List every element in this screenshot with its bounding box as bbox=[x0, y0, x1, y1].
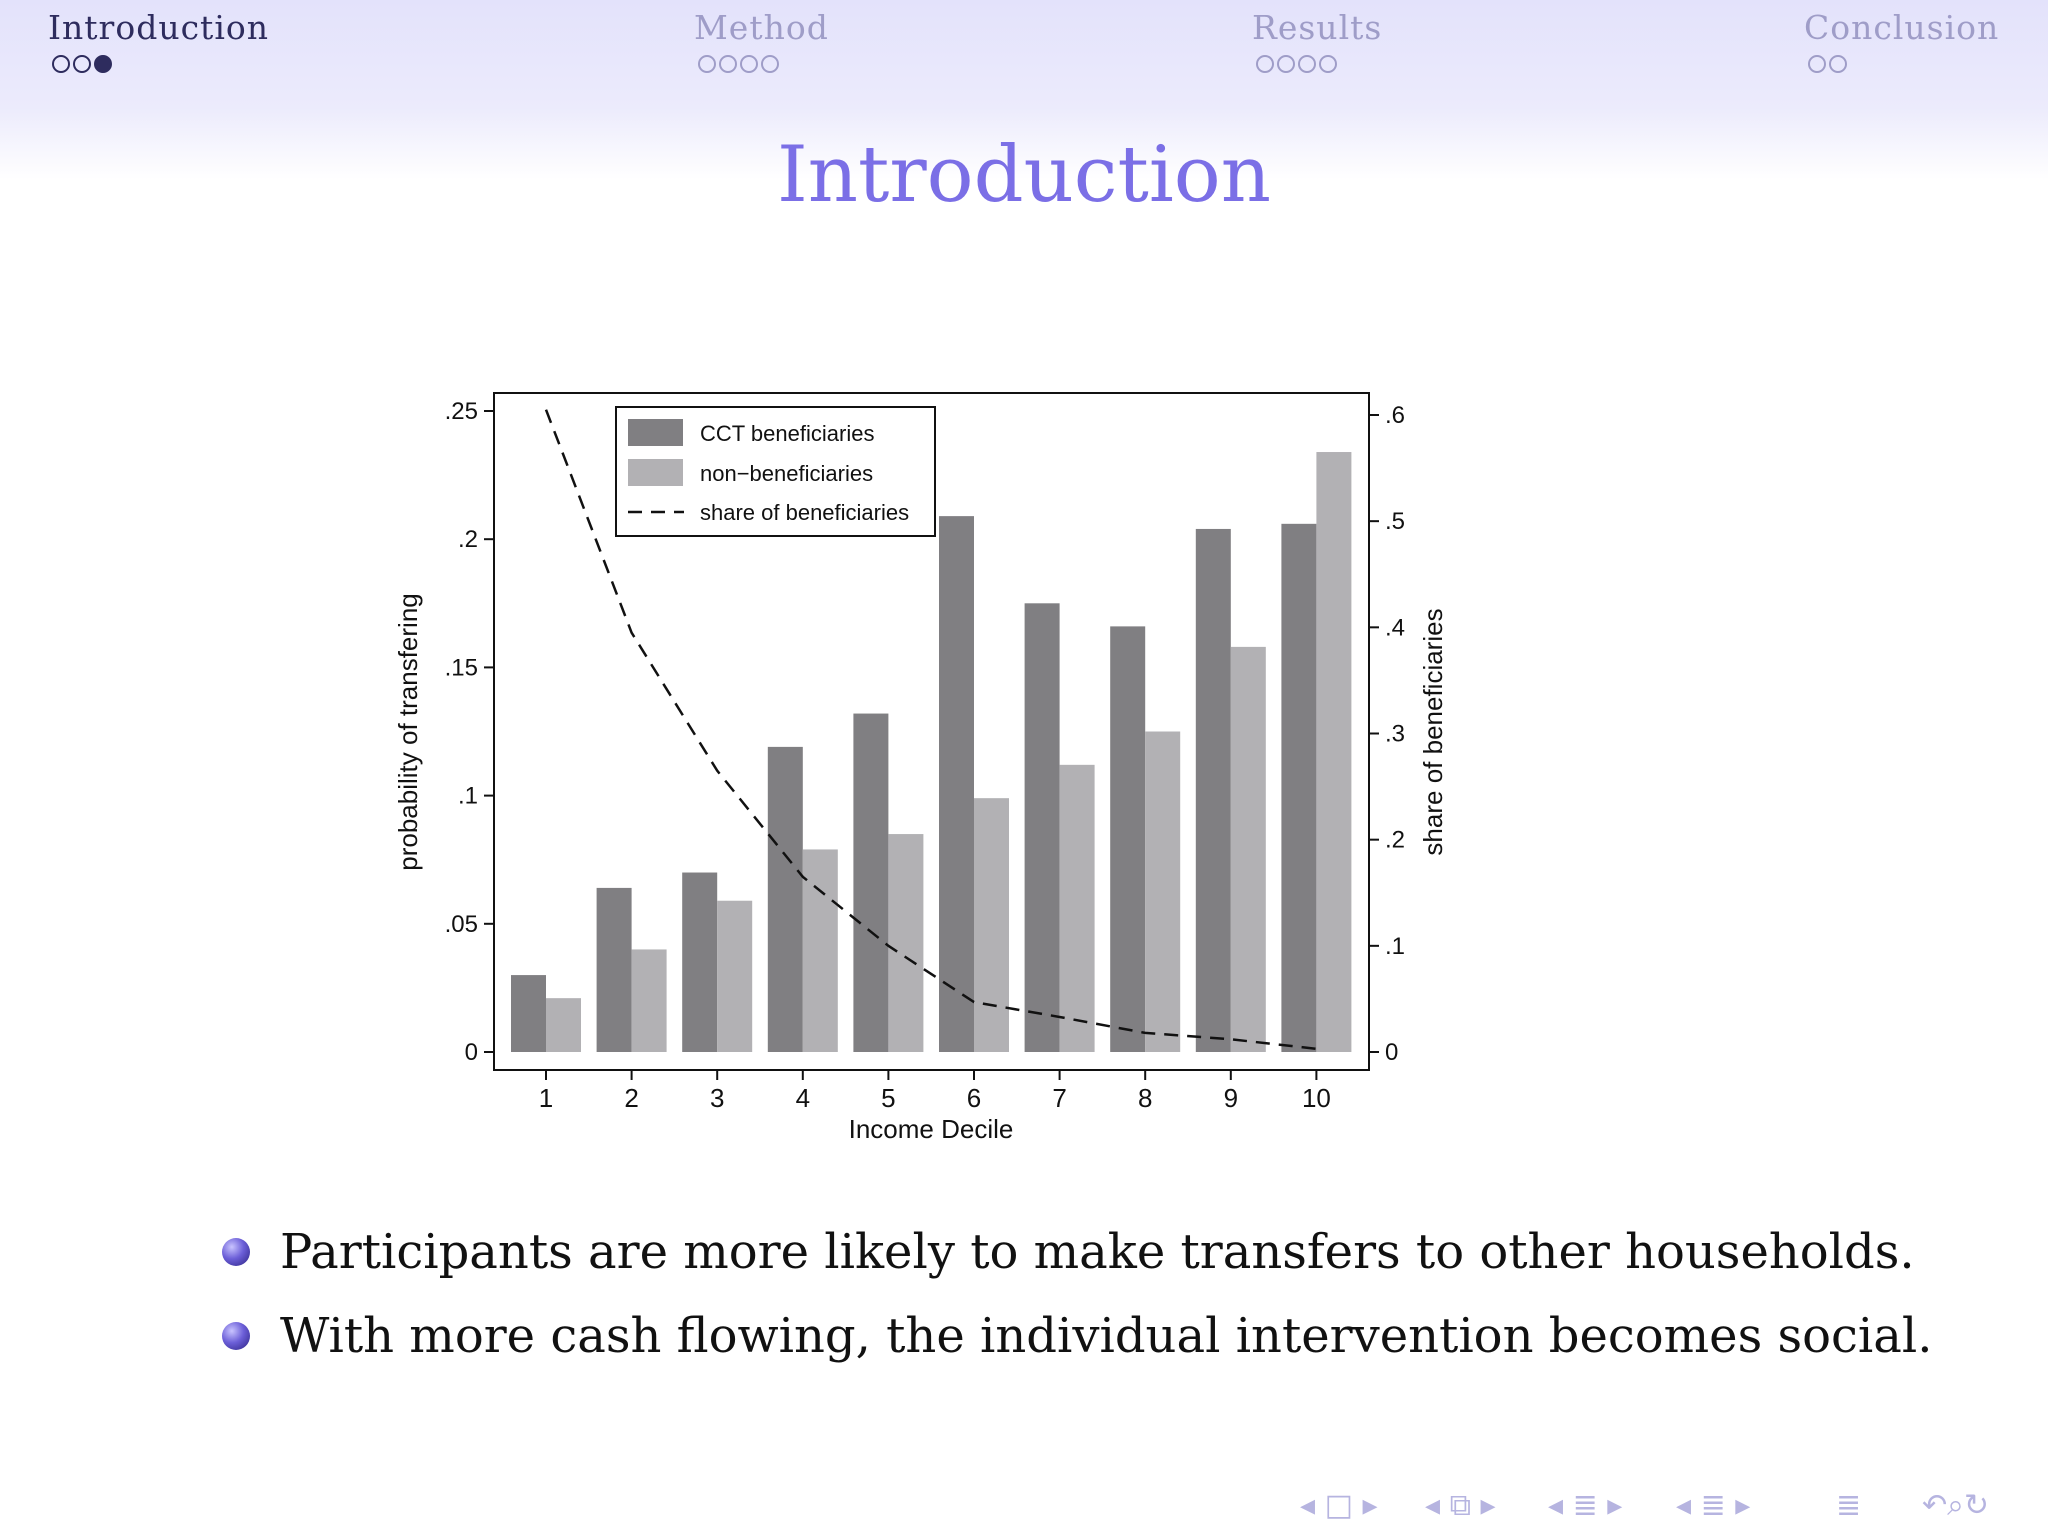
frame-title: Introduction bbox=[777, 130, 1271, 220]
bar-cct-1 bbox=[511, 975, 546, 1052]
nav-section-controls[interactable]: ◂ ≣ ▸ bbox=[1548, 1488, 1623, 1523]
nav-subsection-controls[interactable]: ◂ ⧉ ▸ bbox=[1425, 1488, 1496, 1523]
bar-cct-9 bbox=[1196, 529, 1231, 1052]
y2-tick-label: .5 bbox=[1385, 508, 1406, 536]
bar-non-beneficiaries-6 bbox=[974, 798, 1009, 1052]
bar-cct-4 bbox=[768, 747, 803, 1052]
bar-cct-8 bbox=[1110, 626, 1145, 1052]
x-tick-label: 10 bbox=[1301, 1083, 1331, 1113]
legend-swatch-non-beneficiaries bbox=[628, 459, 683, 486]
y2-tick-label: .1 bbox=[1385, 932, 1406, 960]
bullet-list bbox=[222, 1210, 1932, 1378]
x-tick-label: 6 bbox=[966, 1083, 982, 1113]
bullet-item bbox=[222, 1294, 1932, 1378]
legend-label-non-beneficiaries: non−beneficiaries bbox=[700, 461, 874, 486]
x-tick-label: 3 bbox=[709, 1083, 725, 1113]
chart-legend bbox=[616, 407, 935, 536]
chart-bars bbox=[511, 452, 1351, 1052]
bar-cct-6 bbox=[939, 516, 974, 1052]
y2-tick-label: .2 bbox=[1385, 826, 1406, 854]
bar-non-beneficiaries-8 bbox=[1145, 732, 1180, 1053]
x-tick-label: 8 bbox=[1137, 1083, 1153, 1113]
y2-tick-label: .4 bbox=[1385, 614, 1406, 642]
bar-non-beneficiaries-3 bbox=[717, 901, 752, 1052]
nav-section-introduction[interactable]: Introduction bbox=[48, 8, 269, 47]
y2-tick-label: .3 bbox=[1385, 720, 1406, 748]
nav-appendix-icon[interactable]: ≣ bbox=[1836, 1488, 1862, 1523]
bar-cct-5 bbox=[853, 714, 888, 1052]
y-axis-label: probability of transfering bbox=[393, 593, 423, 871]
bar-non-beneficiaries-7 bbox=[1060, 765, 1095, 1052]
bullet-text: With more cash flowing, the individual intervention becomes social. bbox=[280, 1308, 1933, 1364]
nav-section-results[interactable]: Results bbox=[1252, 8, 1383, 47]
x-tick-label: 4 bbox=[795, 1083, 811, 1113]
bar-cct-3 bbox=[682, 873, 717, 1052]
x-axis-label: Income Decile bbox=[848, 1114, 1014, 1144]
nav-section-conclusion[interactable]: Conclusion bbox=[1804, 8, 2000, 47]
bullet-ball-icon bbox=[222, 1322, 250, 1350]
nav-frame-controls[interactable]: ◂ □ ▸ bbox=[1300, 1488, 1378, 1523]
nav-section-method[interactable]: Method bbox=[694, 8, 829, 47]
bar-non-beneficiaries-10 bbox=[1316, 452, 1351, 1052]
bar-cct-7 bbox=[1025, 603, 1060, 1052]
y2-axis-label: share of beneficiaries bbox=[1418, 608, 1448, 856]
y-tick-label: 0 bbox=[464, 1039, 478, 1066]
x-tick-label: 1 bbox=[538, 1083, 554, 1113]
bar-cct-2 bbox=[597, 888, 632, 1052]
bullet-item bbox=[222, 1210, 1932, 1294]
legend-label-share: share of beneficiaries bbox=[700, 500, 910, 525]
bar-cct-10 bbox=[1281, 524, 1316, 1052]
x-tick-label: 5 bbox=[881, 1083, 896, 1113]
bar-non-beneficiaries-9 bbox=[1231, 647, 1266, 1052]
legend-label-cct: CCT beneficiaries bbox=[700, 421, 875, 446]
bullet-ball-icon bbox=[222, 1238, 250, 1266]
nav-document-controls[interactable]: ◂ ≣ ▸ bbox=[1676, 1488, 1751, 1523]
y-tick-label: .25 bbox=[444, 398, 478, 425]
y2-tick-label: .6 bbox=[1385, 402, 1406, 429]
legend-swatch-cct bbox=[628, 419, 683, 446]
bar-non-beneficiaries-4 bbox=[803, 849, 838, 1052]
y-tick-label: .2 bbox=[457, 526, 478, 554]
bar-non-beneficiaries-1 bbox=[546, 998, 581, 1052]
bar-non-beneficiaries-5 bbox=[888, 834, 923, 1052]
nav-search-zoom-icons[interactable]: ↶⌕↻ bbox=[1922, 1488, 1990, 1523]
x-tick-label: 2 bbox=[624, 1083, 639, 1113]
y-tick-label: .1 bbox=[457, 782, 478, 810]
x-tick-label: 9 bbox=[1223, 1083, 1239, 1113]
bullet-text: Participants are more likely to make transfers to other households. bbox=[280, 1224, 1915, 1280]
x-tick-label: 7 bbox=[1052, 1083, 1067, 1113]
y-tick-label: .05 bbox=[444, 910, 478, 938]
y-tick-label: .15 bbox=[444, 654, 478, 682]
bar-non-beneficiaries-2 bbox=[632, 949, 667, 1052]
y2-tick-label: 0 bbox=[1385, 1039, 1399, 1066]
